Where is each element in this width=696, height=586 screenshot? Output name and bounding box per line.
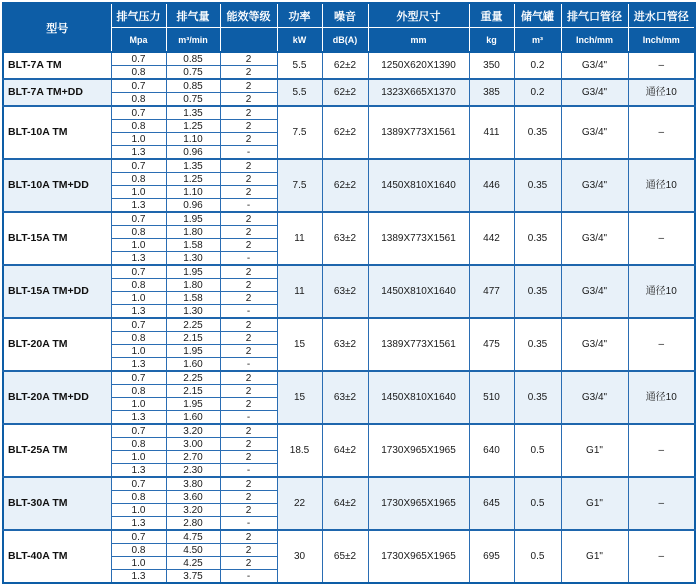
- outlet-diameter-cell: G1": [561, 530, 628, 583]
- header-model: 型号: [3, 3, 111, 52]
- grade-cell: -: [220, 411, 277, 425]
- volume-cell: 1.58: [166, 239, 220, 252]
- volume-cell: 1.80: [166, 279, 220, 292]
- grade-cell: 2: [220, 106, 277, 120]
- outlet-diameter-cell: G3/4": [561, 212, 628, 265]
- pressure-cell: 1.0: [111, 504, 166, 517]
- volume-cell: 2.15: [166, 385, 220, 398]
- tank-cell: 0.5: [514, 477, 561, 530]
- pressure-cell: 0.7: [111, 106, 166, 120]
- header-pressure: 排气压力: [111, 3, 166, 28]
- tank-cell: 0.35: [514, 212, 561, 265]
- outlet-diameter-cell: G3/4": [561, 265, 628, 318]
- volume-cell: 1.25: [166, 173, 220, 186]
- pressure-cell: 0.7: [111, 477, 166, 491]
- power-cell: 11: [277, 212, 322, 265]
- pressure-cell: 0.8: [111, 491, 166, 504]
- power-cell: 11: [277, 265, 322, 318]
- table-row: [3, 318, 695, 332]
- weight-cell: 446: [469, 159, 514, 212]
- weight-cell: 411: [469, 106, 514, 159]
- grade-cell: -: [220, 305, 277, 319]
- power-cell: 5.5: [277, 52, 322, 79]
- weight-cell: 640: [469, 424, 514, 477]
- inlet-diameter-cell: –: [628, 52, 695, 79]
- inlet-diameter-cell: –: [628, 212, 695, 265]
- model-cell: BLT-25A TM: [3, 424, 111, 477]
- power-cell: 30: [277, 530, 322, 583]
- unit-noise: dB(A): [322, 28, 368, 53]
- table-row: [3, 424, 695, 438]
- volume-cell: 1.35: [166, 106, 220, 120]
- volume-cell: 1.30: [166, 305, 220, 319]
- volume-cell: 1.95: [166, 212, 220, 226]
- header-dimensions: 外型尺寸: [368, 3, 469, 28]
- power-cell: 22: [277, 477, 322, 530]
- weight-cell: 475: [469, 318, 514, 371]
- table-header: [3, 3, 695, 52]
- model-cell: BLT-20A TM: [3, 318, 111, 371]
- grade-cell: -: [220, 358, 277, 372]
- weight-cell: 695: [469, 530, 514, 583]
- outlet-diameter-cell: G3/4": [561, 318, 628, 371]
- weight-cell: 510: [469, 371, 514, 424]
- header-noise: 噪音: [322, 3, 368, 28]
- tank-cell: 0.35: [514, 371, 561, 424]
- grade-cell: -: [220, 570, 277, 584]
- unit-tank: m³: [514, 28, 561, 53]
- noise-cell: 63±2: [322, 265, 368, 318]
- pressure-cell: 0.8: [111, 544, 166, 557]
- grade-cell: 2: [220, 424, 277, 438]
- volume-cell: 4.50: [166, 544, 220, 557]
- outlet-diameter-cell: G3/4": [561, 159, 628, 212]
- header-volume: 排气量: [166, 3, 220, 28]
- outlet-diameter-cell: G3/4": [561, 52, 628, 79]
- dimensions-cell: 1323X665X1370: [368, 79, 469, 106]
- dimensions-cell: 1730X965X1965: [368, 530, 469, 583]
- header-power: 功率: [277, 3, 322, 28]
- unit-pressure: Mpa: [111, 28, 166, 53]
- pressure-cell: 0.7: [111, 265, 166, 279]
- grade-cell: 2: [220, 491, 277, 504]
- volume-cell: 4.25: [166, 557, 220, 570]
- noise-cell: 63±2: [322, 212, 368, 265]
- weight-cell: 350: [469, 52, 514, 79]
- volume-cell: 3.80: [166, 477, 220, 491]
- weight-cell: 477: [469, 265, 514, 318]
- volume-cell: 4.75: [166, 530, 220, 544]
- grade-cell: 2: [220, 239, 277, 252]
- power-cell: 7.5: [277, 159, 322, 212]
- unit-inlet-diameter: Inch/mm: [628, 28, 695, 53]
- dimensions-cell: 1730X965X1965: [368, 477, 469, 530]
- pressure-cell: 0.7: [111, 212, 166, 226]
- inlet-diameter-cell: 通径10: [628, 159, 695, 212]
- pressure-cell: 0.8: [111, 438, 166, 451]
- pressure-cell: 1.3: [111, 252, 166, 266]
- grade-cell: 2: [220, 292, 277, 305]
- volume-cell: 2.15: [166, 332, 220, 345]
- inlet-diameter-cell: –: [628, 530, 695, 583]
- model-cell: BLT-20A TM+DD: [3, 371, 111, 424]
- header-tank: 储气罐: [514, 3, 561, 28]
- unit-dimensions: mm: [368, 28, 469, 53]
- noise-cell: 62±2: [322, 79, 368, 106]
- volume-cell: 0.96: [166, 199, 220, 213]
- grade-cell: 2: [220, 265, 277, 279]
- pressure-cell: 1.3: [111, 464, 166, 478]
- pressure-cell: 0.8: [111, 332, 166, 345]
- power-cell: 15: [277, 318, 322, 371]
- grade-cell: 2: [220, 173, 277, 186]
- pressure-cell: 0.8: [111, 120, 166, 133]
- volume-cell: 1.58: [166, 292, 220, 305]
- grade-cell: -: [220, 464, 277, 478]
- grade-cell: 2: [220, 279, 277, 292]
- grade-cell: 2: [220, 226, 277, 239]
- dimensions-cell: 1250X620X1390: [368, 52, 469, 79]
- model-cell: BLT-40A TM: [3, 530, 111, 583]
- pressure-cell: 1.0: [111, 292, 166, 305]
- power-cell: 18.5: [277, 424, 322, 477]
- volume-cell: 0.85: [166, 52, 220, 66]
- grade-cell: 2: [220, 79, 277, 93]
- volume-cell: 2.25: [166, 318, 220, 332]
- table-row: [3, 530, 695, 544]
- pressure-cell: 0.8: [111, 279, 166, 292]
- grade-cell: 2: [220, 504, 277, 517]
- pressure-cell: 0.8: [111, 385, 166, 398]
- grade-cell: 2: [220, 451, 277, 464]
- volume-cell: 1.10: [166, 186, 220, 199]
- inlet-diameter-cell: –: [628, 106, 695, 159]
- inlet-diameter-cell: 通径10: [628, 371, 695, 424]
- noise-cell: 63±2: [322, 371, 368, 424]
- tank-cell: 0.35: [514, 318, 561, 371]
- noise-cell: 63±2: [322, 318, 368, 371]
- pressure-cell: 1.3: [111, 411, 166, 425]
- grade-cell: 2: [220, 212, 277, 226]
- model-cell: BLT-30A TM: [3, 477, 111, 530]
- table-body: [3, 52, 695, 583]
- volume-cell: 1.25: [166, 120, 220, 133]
- tank-cell: 0.2: [514, 52, 561, 79]
- weight-cell: 385: [469, 79, 514, 106]
- pressure-cell: 1.3: [111, 305, 166, 319]
- model-cell: BLT-15A TM: [3, 212, 111, 265]
- grade-cell: 2: [220, 557, 277, 570]
- grade-cell: 2: [220, 66, 277, 80]
- model-cell: BLT-10A TM+DD: [3, 159, 111, 212]
- volume-cell: 0.75: [166, 93, 220, 107]
- grade-cell: 2: [220, 120, 277, 133]
- inlet-diameter-cell: 通径10: [628, 265, 695, 318]
- tank-cell: 0.35: [514, 159, 561, 212]
- grade-cell: 2: [220, 52, 277, 66]
- grade-cell: -: [220, 199, 277, 213]
- grade-cell: 2: [220, 186, 277, 199]
- noise-cell: 62±2: [322, 159, 368, 212]
- dimensions-cell: 1389X773X1561: [368, 106, 469, 159]
- pressure-cell: 0.7: [111, 159, 166, 173]
- grade-cell: 2: [220, 159, 277, 173]
- noise-cell: 64±2: [322, 424, 368, 477]
- header-inlet-diameter: 进水口管径: [628, 3, 695, 28]
- dimensions-cell: 1450X810X1640: [368, 159, 469, 212]
- unit-outlet-diameter: Inch/mm: [561, 28, 628, 53]
- outlet-diameter-cell: G3/4": [561, 79, 628, 106]
- pressure-cell: 0.7: [111, 530, 166, 544]
- inlet-diameter-cell: –: [628, 477, 695, 530]
- outlet-diameter-cell: G3/4": [561, 106, 628, 159]
- table-row: [3, 52, 695, 66]
- table-row: [3, 212, 695, 226]
- dimensions-cell: 1450X810X1640: [368, 371, 469, 424]
- power-cell: 7.5: [277, 106, 322, 159]
- grade-cell: 2: [220, 530, 277, 544]
- pressure-cell: 1.0: [111, 398, 166, 411]
- unit-weight: kg: [469, 28, 514, 53]
- grade-cell: -: [220, 517, 277, 531]
- dimensions-cell: 1389X773X1561: [368, 318, 469, 371]
- table-row: [3, 79, 695, 93]
- pressure-cell: 1.3: [111, 570, 166, 584]
- grade-cell: 2: [220, 93, 277, 107]
- tank-cell: 0.5: [514, 424, 561, 477]
- volume-cell: 0.85: [166, 79, 220, 93]
- volume-cell: 2.30: [166, 464, 220, 478]
- pressure-cell: 0.7: [111, 424, 166, 438]
- table-row: [3, 106, 695, 120]
- noise-cell: 62±2: [322, 106, 368, 159]
- pressure-cell: 0.7: [111, 52, 166, 66]
- volume-cell: 1.10: [166, 133, 220, 146]
- pressure-cell: 1.0: [111, 345, 166, 358]
- volume-cell: 3.20: [166, 504, 220, 517]
- volume-cell: 0.96: [166, 146, 220, 160]
- pressure-cell: 1.0: [111, 186, 166, 199]
- pressure-cell: 0.8: [111, 173, 166, 186]
- tank-cell: 0.35: [514, 106, 561, 159]
- header-energy-grade: 能效等级: [220, 3, 277, 28]
- volume-cell: 2.80: [166, 517, 220, 531]
- volume-cell: 1.35: [166, 159, 220, 173]
- noise-cell: 64±2: [322, 477, 368, 530]
- outlet-diameter-cell: G3/4": [561, 371, 628, 424]
- table-row: [3, 371, 695, 385]
- model-cell: BLT-10A TM: [3, 106, 111, 159]
- table-row: [3, 477, 695, 491]
- pressure-cell: 0.7: [111, 79, 166, 93]
- model-cell: BLT-15A TM+DD: [3, 265, 111, 318]
- pressure-cell: 1.3: [111, 199, 166, 213]
- grade-cell: 2: [220, 385, 277, 398]
- pressure-cell: 1.0: [111, 557, 166, 570]
- grade-cell: 2: [220, 438, 277, 451]
- pressure-cell: 1.3: [111, 358, 166, 372]
- tank-cell: 0.2: [514, 79, 561, 106]
- inlet-diameter-cell: –: [628, 318, 695, 371]
- pressure-cell: 1.3: [111, 146, 166, 160]
- volume-cell: 3.60: [166, 491, 220, 504]
- volume-cell: 0.75: [166, 66, 220, 80]
- pressure-cell: 1.3: [111, 517, 166, 531]
- volume-cell: 3.00: [166, 438, 220, 451]
- grade-cell: 2: [220, 398, 277, 411]
- grade-cell: 2: [220, 345, 277, 358]
- unit-power: kW: [277, 28, 322, 53]
- compressor-spec-table: [2, 2, 696, 584]
- noise-cell: 62±2: [322, 52, 368, 79]
- unit-volume: m³/min: [166, 28, 220, 53]
- grade-cell: 2: [220, 477, 277, 491]
- pressure-cell: 1.0: [111, 451, 166, 464]
- volume-cell: 1.95: [166, 398, 220, 411]
- dimensions-cell: 1730X965X1965: [368, 424, 469, 477]
- pressure-cell: 0.8: [111, 226, 166, 239]
- inlet-diameter-cell: 通径10: [628, 79, 695, 106]
- volume-cell: 1.30: [166, 252, 220, 266]
- pressure-cell: 0.8: [111, 66, 166, 80]
- grade-cell: 2: [220, 371, 277, 385]
- power-cell: 15: [277, 371, 322, 424]
- grade-cell: 2: [220, 318, 277, 332]
- unit-energy-grade: [220, 28, 277, 53]
- volume-cell: 1.80: [166, 226, 220, 239]
- volume-cell: 1.60: [166, 411, 220, 425]
- table-row: [3, 159, 695, 173]
- pressure-cell: 1.0: [111, 239, 166, 252]
- pressure-cell: 1.0: [111, 133, 166, 146]
- tank-cell: 0.35: [514, 265, 561, 318]
- grade-cell: 2: [220, 133, 277, 146]
- model-cell: BLT-7A TM+DD: [3, 79, 111, 106]
- power-cell: 5.5: [277, 79, 322, 106]
- volume-cell: 2.70: [166, 451, 220, 464]
- weight-cell: 645: [469, 477, 514, 530]
- volume-cell: 1.95: [166, 345, 220, 358]
- volume-cell: 1.60: [166, 358, 220, 372]
- outlet-diameter-cell: G1": [561, 477, 628, 530]
- grade-cell: 2: [220, 332, 277, 345]
- tank-cell: 0.5: [514, 530, 561, 583]
- dimensions-cell: 1389X773X1561: [368, 212, 469, 265]
- pressure-cell: 0.8: [111, 93, 166, 107]
- grade-cell: -: [220, 146, 277, 160]
- volume-cell: 1.95: [166, 265, 220, 279]
- inlet-diameter-cell: –: [628, 424, 695, 477]
- noise-cell: 65±2: [322, 530, 368, 583]
- outlet-diameter-cell: G1": [561, 424, 628, 477]
- grade-cell: 2: [220, 544, 277, 557]
- pressure-cell: 0.7: [111, 371, 166, 385]
- volume-cell: 2.25: [166, 371, 220, 385]
- header-outlet-diameter: 排气口管径: [561, 3, 628, 28]
- header-weight: 重量: [469, 3, 514, 28]
- weight-cell: 442: [469, 212, 514, 265]
- pressure-cell: 0.7: [111, 318, 166, 332]
- volume-cell: 3.75: [166, 570, 220, 584]
- volume-cell: 3.20: [166, 424, 220, 438]
- model-cell: BLT-7A TM: [3, 52, 111, 79]
- grade-cell: -: [220, 252, 277, 266]
- dimensions-cell: 1450X810X1640: [368, 265, 469, 318]
- table-row: [3, 265, 695, 279]
